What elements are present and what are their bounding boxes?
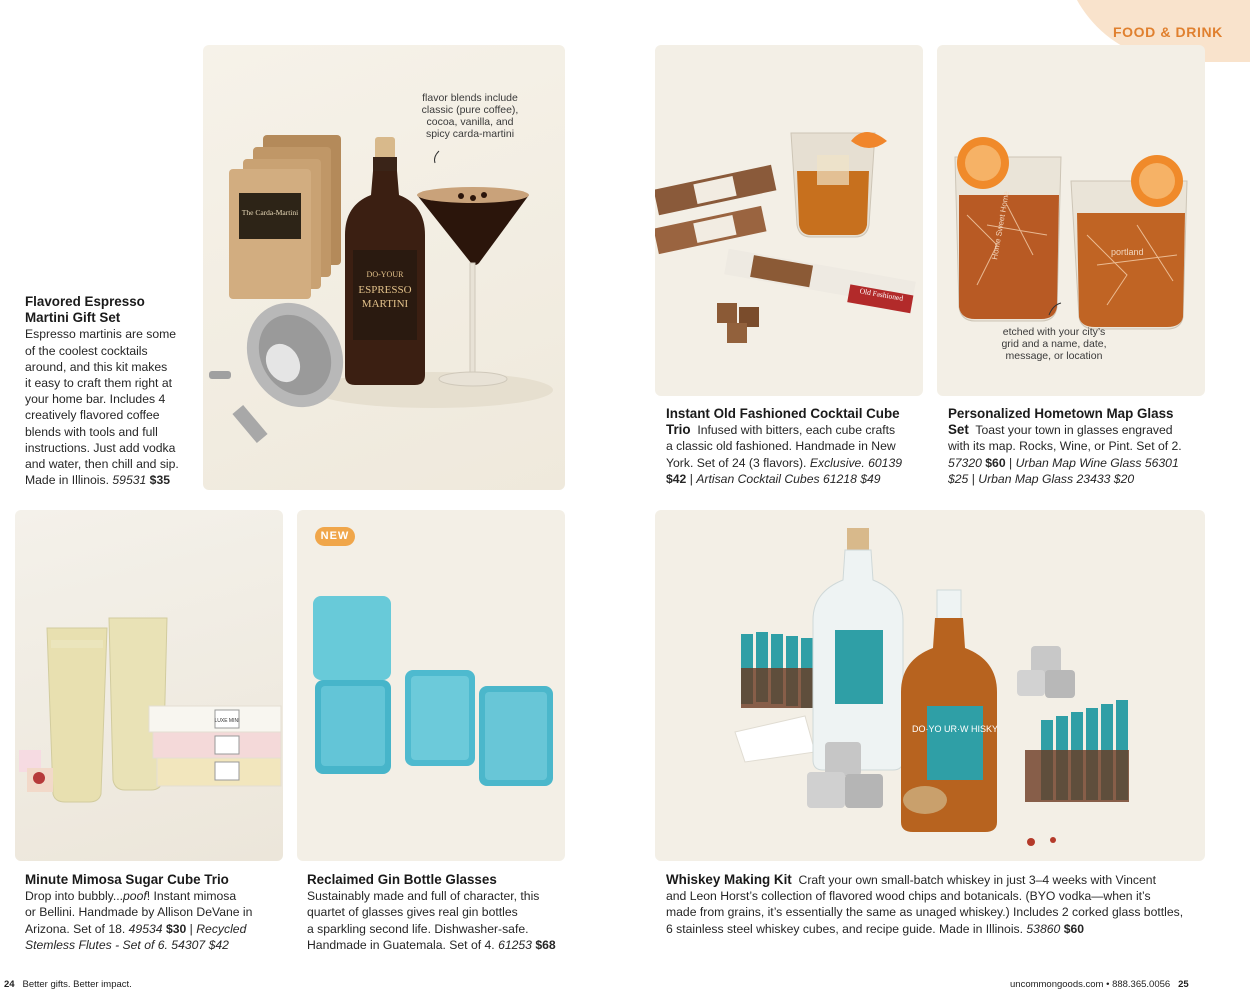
price: $60 — [985, 455, 1006, 470]
cocktail-cubes-photo — [655, 45, 923, 396]
gin-glasses-photo — [297, 510, 565, 861]
whiskey-description — [666, 872, 1206, 937]
svg-text:DO-YOUR: DO-YOUR — [366, 270, 404, 279]
body-line: it easy to craft them right at — [25, 376, 172, 391]
body-line: with its map. Rocks, Wine, or Pint. Set of 2. — [948, 439, 1182, 454]
callout-line: flavor blends include — [422, 92, 518, 104]
body-line — [307, 937, 569, 953]
product-title: Whiskey Making Kit — [666, 872, 792, 887]
sku: 61253 — [498, 937, 532, 952]
body-line: Espresso martinis are some — [25, 327, 177, 342]
map-glass-description — [948, 406, 1210, 487]
product-title: Set — [948, 422, 969, 438]
footer-right — [1010, 979, 1189, 990]
mimosa-illustration — [15, 510, 283, 861]
exclusive-tag: Exclusive. — [809, 455, 865, 470]
sku: 59531 — [112, 473, 147, 488]
new-badge: NEW — [315, 527, 355, 546]
product-title: Personalized Hometown Map Glass — [948, 406, 1174, 421]
body-line: of the coolest cocktails — [25, 343, 148, 358]
body-line: blends with tools and full — [25, 424, 158, 439]
body-line: your home bar. Includes 4 — [25, 392, 166, 407]
body-line: 57320 $60 | Urban Map Wine Glass 56301 — [948, 455, 1179, 470]
mimosa-photo — [15, 510, 283, 861]
whiskey-kit-photo — [655, 510, 1205, 861]
pouch-label: The Carda-Martini — [241, 208, 299, 217]
callout-line: classic (pure coffee), — [421, 104, 519, 116]
callout-line: grid and a name, date, — [1001, 338, 1107, 350]
map-callout — [976, 326, 1132, 362]
body-text: poof — [123, 889, 147, 904]
callout-line: etched with your city’s — [1002, 326, 1106, 338]
body-line: a classic old fashioned. Handmade in New — [666, 439, 896, 454]
tagline: Better gifts. Better impact. — [22, 979, 132, 990]
body-line: and Leon Horst’s collection of flavored wood chips and botanicals. (BYO vodka—when it’s — [666, 889, 1151, 904]
body-line: made from grains, it’s essentially the same as unaged whiskey.) Includes 2 corked glass bottles, — [666, 905, 1184, 920]
product-title: Flavored Espresso — [25, 294, 145, 309]
product-title: Minute Mimosa Sugar Cube Trio — [25, 872, 229, 887]
body-line — [948, 422, 1210, 438]
product-title: Martini Gift Set — [25, 310, 121, 326]
product-title: Instant Old Fashioned Cocktail Cube — [666, 406, 900, 421]
body-line: $42 | Artisan Cocktail Cubes 61218 $49 — [666, 471, 881, 486]
body-line — [25, 472, 195, 488]
body-line — [666, 921, 1206, 937]
related-product: Stemless Flutes - Set of 6. 54307 $42 — [25, 937, 229, 952]
body-text: Craft your own small-batch whiskey in just 3–4 weeks with Vincent — [798, 873, 1156, 887]
cubes-description — [666, 406, 928, 487]
callout-line: cocoa, vanilla, and — [426, 116, 514, 128]
related-product: Urban Map Glass 23433 $20 — [978, 471, 1135, 486]
body-line: quartet of glasses gives real gin bottles — [307, 905, 518, 920]
glass-text-city: portland — [1111, 247, 1144, 257]
related-price: $25 — [948, 471, 969, 486]
gin-glasses-illustration — [297, 510, 565, 861]
section-label: FOOD & DRINK — [1113, 24, 1223, 40]
body-line — [666, 422, 928, 438]
footer-left — [4, 979, 132, 990]
body-line: around, and this kit makes — [25, 359, 168, 374]
body-line: $25 | Urban Map Glass 23433 $20 — [948, 471, 1135, 486]
body-line — [25, 888, 285, 904]
body-text: York. Set of 24 (3 flavors). — [666, 455, 810, 470]
body-line: instructions. Just add vodka — [25, 440, 176, 455]
martini-callout — [402, 92, 538, 140]
sku: 49534 — [128, 921, 163, 936]
gin-description — [307, 872, 569, 953]
callout-line: message, or location — [1005, 350, 1103, 362]
price: $35 — [149, 473, 171, 488]
product-title: Trio — [666, 422, 691, 438]
body-text: Infused with bitters, each cube crafts — [697, 423, 896, 438]
body-text: Made in Illinois. — [25, 473, 113, 488]
cocktail-cubes-illustration — [655, 45, 923, 396]
body-text: 6 stainless steel whiskey cubes, and recipe guide. Made in Illinois. — [666, 921, 1027, 936]
body-line: or Bellini. Handmade by Allison DeVane in — [25, 905, 253, 920]
tube-label: Old Fashioned — [859, 286, 904, 303]
page-number: 25 — [1178, 979, 1189, 990]
svg-text:ESPRESSO: ESPRESSO — [358, 284, 412, 296]
body-text: ! Instant mimosa — [146, 889, 237, 904]
body-line — [666, 455, 928, 471]
callout-line: spicy carda-martini — [425, 128, 515, 140]
related-product: Urban Map Wine Glass 56301 — [1015, 455, 1179, 470]
espresso-description — [25, 294, 195, 488]
related-product: Recycled — [196, 921, 247, 936]
svg-text:MARTINI: MARTINI — [361, 298, 409, 310]
whiskey-kit-illustration — [655, 510, 1205, 861]
price: $42 — [666, 471, 687, 486]
mimosa-description — [25, 872, 285, 953]
body-text: Handmade in Guatemala. Set of 4. — [307, 937, 499, 952]
price: $30 — [165, 921, 187, 936]
sku: 57320 — [948, 455, 982, 470]
glass-text-home: Home Sweet Home — [990, 190, 1012, 261]
product-title: Reclaimed Gin Bottle Glasses — [307, 872, 497, 887]
box-label: LUXE MINI — [214, 718, 240, 724]
site-contact[interactable]: uncommongoods.com • 888.365.0056 — [1010, 979, 1171, 990]
body-line: Sustainably made and full of character, this — [307, 889, 540, 904]
body-line — [666, 872, 1206, 888]
page-number: 24 — [4, 979, 15, 990]
body-text: Drop into bubbly... — [25, 889, 124, 904]
body-line: and water, then chill and sip. — [25, 457, 179, 472]
price: $60 — [1063, 921, 1085, 936]
price: $68 — [535, 937, 556, 952]
body-text: Arizona. Set of 18. — [25, 921, 129, 936]
sku: 60139 — [868, 455, 902, 470]
body-line: creatively flavored coffee — [25, 408, 160, 423]
sku: 53860 — [1026, 921, 1061, 936]
body-text: Toast your town in glasses engraved — [975, 423, 1173, 438]
whiskey-label: DO·YO UR·W HISKY — [911, 724, 999, 734]
body-line: a sparkling second life. Dishwasher-safe. — [307, 921, 529, 936]
related-product: Artisan Cocktail Cubes 61218 $49 — [696, 471, 881, 486]
body-line: Arizona. Set of 18. 49534 $30 | Recycled — [25, 921, 247, 936]
